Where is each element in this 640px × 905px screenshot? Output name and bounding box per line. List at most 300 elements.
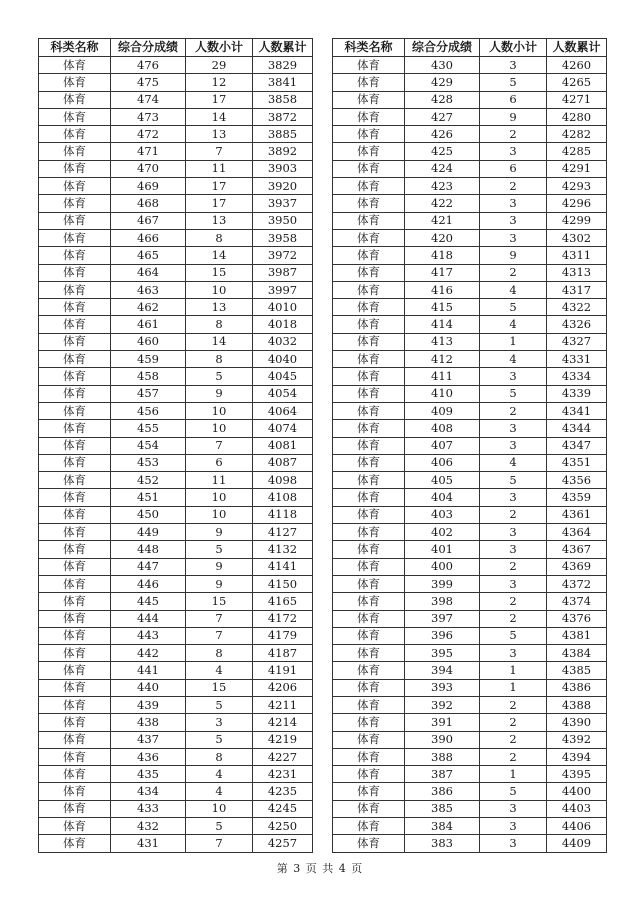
table-body-left — [39, 57, 313, 853]
cell-category: 体育 — [39, 645, 111, 662]
cell-count: 2 — [480, 731, 547, 748]
cell-score: 474 — [111, 91, 186, 108]
cell-cumulative: 4394 — [547, 748, 607, 765]
cell-score: 471 — [111, 143, 186, 160]
cell-category: 体育 — [39, 281, 111, 298]
cell-score: 472 — [111, 126, 186, 143]
cell-count: 2 — [480, 714, 547, 731]
table-header-row — [333, 39, 607, 57]
table-row — [333, 229, 607, 246]
cell-cumulative: 4385 — [547, 662, 607, 679]
cell-category: 体育 — [333, 645, 405, 662]
cell-count: 3 — [480, 420, 547, 437]
cell-cumulative: 4141 — [253, 558, 313, 575]
cell-cumulative: 4341 — [547, 402, 607, 419]
cell-score: 403 — [405, 506, 480, 523]
cell-category: 体育 — [333, 835, 405, 852]
cell-score: 426 — [405, 126, 480, 143]
table-row — [39, 178, 313, 195]
table-row — [333, 368, 607, 385]
cell-cumulative: 4327 — [547, 333, 607, 350]
cell-score: 391 — [405, 714, 480, 731]
cell-count: 4 — [480, 316, 547, 333]
cell-category: 体育 — [333, 558, 405, 575]
cell-category: 体育 — [333, 108, 405, 125]
cell-cumulative: 3858 — [253, 91, 313, 108]
table-row — [39, 143, 313, 160]
cell-count: 3 — [480, 57, 547, 74]
cell-cumulative: 4257 — [253, 835, 313, 852]
cell-score: 415 — [405, 299, 480, 316]
table-row — [333, 108, 607, 125]
cell-count: 15 — [186, 679, 253, 696]
cell-score: 420 — [405, 229, 480, 246]
cell-category: 体育 — [39, 299, 111, 316]
cell-category: 体育 — [333, 454, 405, 471]
cell-category: 体育 — [39, 91, 111, 108]
cell-cumulative: 3829 — [253, 57, 313, 74]
cell-count: 1 — [480, 333, 547, 350]
cell-count: 4 — [186, 766, 253, 783]
table-row — [39, 748, 313, 765]
cell-count: 15 — [186, 264, 253, 281]
cell-category: 体育 — [333, 506, 405, 523]
cell-category: 体育 — [39, 385, 111, 402]
table-row — [333, 800, 607, 817]
table-row — [333, 610, 607, 627]
cell-category: 体育 — [333, 714, 405, 731]
cell-cumulative: 4187 — [253, 645, 313, 662]
cell-category: 体育 — [333, 333, 405, 350]
cell-count: 2 — [480, 696, 547, 713]
cell-score: 453 — [111, 454, 186, 471]
table-row — [39, 160, 313, 177]
table-row — [333, 420, 607, 437]
cell-category: 体育 — [39, 627, 111, 644]
table-row — [333, 454, 607, 471]
cell-count: 3 — [480, 437, 547, 454]
cell-category: 体育 — [39, 524, 111, 541]
cell-score: 442 — [111, 645, 186, 662]
cell-cumulative: 4245 — [253, 800, 313, 817]
cell-score: 414 — [405, 316, 480, 333]
cell-category: 体育 — [333, 748, 405, 765]
cell-category: 体育 — [333, 472, 405, 489]
table-row — [39, 212, 313, 229]
col-header-category: 科类名称 — [39, 39, 111, 57]
cell-count: 2 — [480, 178, 547, 195]
cell-count: 9 — [480, 108, 547, 125]
cell-count: 8 — [186, 645, 253, 662]
cell-cumulative: 4165 — [253, 593, 313, 610]
cell-cumulative: 3987 — [253, 264, 313, 281]
table-row — [39, 766, 313, 783]
cell-count: 6 — [186, 454, 253, 471]
cell-score: 476 — [111, 57, 186, 74]
cell-count: 7 — [186, 835, 253, 852]
table-row — [333, 143, 607, 160]
cell-count: 3 — [480, 541, 547, 558]
cell-score: 408 — [405, 420, 480, 437]
table-row — [333, 437, 607, 454]
cell-cumulative: 4302 — [547, 229, 607, 246]
cell-score: 439 — [111, 696, 186, 713]
cell-category: 体育 — [333, 195, 405, 212]
cell-category: 体育 — [333, 264, 405, 281]
page-footer: 第 3 页 共 4 页 — [276, 862, 364, 875]
cell-category: 体育 — [333, 91, 405, 108]
table-row — [39, 195, 313, 212]
cell-category: 体育 — [333, 402, 405, 419]
cell-cumulative: 4260 — [547, 57, 607, 74]
score-table-left — [38, 38, 313, 853]
cell-count: 3 — [480, 195, 547, 212]
cell-cumulative: 3903 — [253, 160, 313, 177]
cell-score: 418 — [405, 247, 480, 264]
cell-score: 428 — [405, 91, 480, 108]
cell-cumulative: 4339 — [547, 385, 607, 402]
cell-cumulative: 4054 — [253, 385, 313, 402]
table-row — [39, 316, 313, 333]
cell-category: 体育 — [333, 662, 405, 679]
cell-count: 2 — [480, 593, 547, 610]
cell-category: 体育 — [39, 835, 111, 852]
cell-cumulative: 4384 — [547, 645, 607, 662]
cell-count: 14 — [186, 333, 253, 350]
cell-score: 407 — [405, 437, 480, 454]
cell-cumulative: 4372 — [547, 575, 607, 592]
cell-category: 体育 — [333, 593, 405, 610]
cell-count: 2 — [480, 610, 547, 627]
cell-score: 470 — [111, 160, 186, 177]
cell-count: 7 — [186, 627, 253, 644]
cell-score: 452 — [111, 472, 186, 489]
cell-category: 体育 — [39, 368, 111, 385]
cell-score: 461 — [111, 316, 186, 333]
cell-count: 9 — [480, 247, 547, 264]
cell-score: 441 — [111, 662, 186, 679]
cell-category: 体育 — [333, 281, 405, 298]
cell-cumulative: 4285 — [547, 143, 607, 160]
cell-count: 3 — [480, 835, 547, 852]
cell-count: 4 — [480, 454, 547, 471]
cell-score: 413 — [405, 333, 480, 350]
table-row — [39, 679, 313, 696]
cell-category: 体育 — [333, 57, 405, 74]
cell-count: 5 — [186, 368, 253, 385]
table-row — [39, 281, 313, 298]
table-row — [39, 662, 313, 679]
table-row — [333, 281, 607, 298]
cell-score: 385 — [405, 800, 480, 817]
cell-score: 429 — [405, 74, 480, 91]
cell-category: 体育 — [39, 126, 111, 143]
cell-count: 7 — [186, 437, 253, 454]
cell-cumulative: 3841 — [253, 74, 313, 91]
cell-category: 体育 — [39, 212, 111, 229]
table-row — [333, 489, 607, 506]
table-row — [39, 454, 313, 471]
cell-score: 427 — [405, 108, 480, 125]
cell-category: 体育 — [39, 800, 111, 817]
cell-count: 8 — [186, 748, 253, 765]
cell-cumulative: 4386 — [547, 679, 607, 696]
cell-cumulative: 4040 — [253, 351, 313, 368]
cell-count: 4 — [480, 281, 547, 298]
table-row — [333, 402, 607, 419]
table-row — [333, 679, 607, 696]
cell-cumulative: 4191 — [253, 662, 313, 679]
table-row — [39, 74, 313, 91]
cell-cumulative: 3872 — [253, 108, 313, 125]
table-row — [333, 524, 607, 541]
cell-category: 体育 — [39, 558, 111, 575]
cell-cumulative: 4235 — [253, 783, 313, 800]
cell-category: 体育 — [39, 316, 111, 333]
table-row — [39, 91, 313, 108]
cell-count: 11 — [186, 472, 253, 489]
cell-category: 体育 — [333, 800, 405, 817]
cell-cumulative: 4403 — [547, 800, 607, 817]
table-row — [39, 783, 313, 800]
cell-score: 405 — [405, 472, 480, 489]
cell-count: 7 — [186, 610, 253, 627]
cell-cumulative: 4293 — [547, 178, 607, 195]
table-row — [333, 299, 607, 316]
cell-cumulative: 4367 — [547, 541, 607, 558]
cell-score: 400 — [405, 558, 480, 575]
cell-count: 9 — [186, 385, 253, 402]
table-row — [39, 835, 313, 852]
table-row — [39, 524, 313, 541]
table-row — [39, 489, 313, 506]
cell-cumulative: 4231 — [253, 766, 313, 783]
cell-count: 5 — [480, 385, 547, 402]
cell-cumulative: 4127 — [253, 524, 313, 541]
table-row — [39, 731, 313, 748]
cell-count: 29 — [186, 57, 253, 74]
cell-count: 11 — [186, 160, 253, 177]
cell-cumulative: 4392 — [547, 731, 607, 748]
cell-cumulative: 4374 — [547, 593, 607, 610]
cell-category: 体育 — [39, 472, 111, 489]
cell-cumulative: 4010 — [253, 299, 313, 316]
table-row — [39, 333, 313, 350]
cell-cumulative: 4087 — [253, 454, 313, 471]
table-row — [333, 160, 607, 177]
cell-cumulative: 4064 — [253, 402, 313, 419]
cell-count: 17 — [186, 195, 253, 212]
table-row — [333, 627, 607, 644]
cell-category: 体育 — [39, 541, 111, 558]
table-row — [39, 610, 313, 627]
table-row — [333, 575, 607, 592]
table-row — [333, 212, 607, 229]
cell-cumulative: 4364 — [547, 524, 607, 541]
cell-count: 3 — [480, 489, 547, 506]
cell-cumulative: 4074 — [253, 420, 313, 437]
cell-count: 13 — [186, 299, 253, 316]
cell-category: 体育 — [39, 731, 111, 748]
cell-score: 448 — [111, 541, 186, 558]
cell-score: 454 — [111, 437, 186, 454]
cell-count: 5 — [480, 472, 547, 489]
table-row — [333, 696, 607, 713]
cell-count: 10 — [186, 281, 253, 298]
cell-category: 体育 — [39, 57, 111, 74]
cell-count: 4 — [186, 783, 253, 800]
cell-count: 4 — [186, 662, 253, 679]
table-row — [39, 800, 313, 817]
cell-category: 体育 — [39, 437, 111, 454]
cell-score: 457 — [111, 385, 186, 402]
cell-count: 2 — [480, 126, 547, 143]
col-header-cumulative: 人数累计 — [253, 39, 313, 57]
cell-cumulative: 4406 — [547, 818, 607, 835]
cell-cumulative: 4356 — [547, 472, 607, 489]
cell-category: 体育 — [333, 679, 405, 696]
cell-count: 5 — [480, 783, 547, 800]
cell-cumulative: 4219 — [253, 731, 313, 748]
table-row — [39, 472, 313, 489]
cell-category: 体育 — [333, 489, 405, 506]
cell-score: 406 — [405, 454, 480, 471]
cell-score: 467 — [111, 212, 186, 229]
cell-category: 体育 — [39, 333, 111, 350]
cell-category: 体育 — [333, 74, 405, 91]
table-row — [333, 316, 607, 333]
table-row — [333, 264, 607, 281]
cell-count: 4 — [480, 351, 547, 368]
cell-count: 5 — [186, 696, 253, 713]
col-header-count: 人数小计 — [186, 39, 253, 57]
cell-category: 体育 — [39, 783, 111, 800]
cell-score: 404 — [405, 489, 480, 506]
cell-count: 17 — [186, 178, 253, 195]
cell-category: 体育 — [333, 178, 405, 195]
cell-category: 体育 — [39, 454, 111, 471]
cell-score: 432 — [111, 818, 186, 835]
cell-cumulative: 4032 — [253, 333, 313, 350]
table-row — [39, 714, 313, 731]
cell-category: 体育 — [39, 610, 111, 627]
cell-count: 6 — [480, 160, 547, 177]
cell-count: 17 — [186, 91, 253, 108]
cell-cumulative: 4395 — [547, 766, 607, 783]
cell-count: 2 — [480, 264, 547, 281]
cell-category: 体育 — [333, 385, 405, 402]
cell-cumulative: 4347 — [547, 437, 607, 454]
cell-category: 体育 — [333, 437, 405, 454]
cell-score: 383 — [405, 835, 480, 852]
table-row — [39, 818, 313, 835]
cell-score: 411 — [405, 368, 480, 385]
cell-category: 体育 — [39, 74, 111, 91]
cell-cumulative: 4118 — [253, 506, 313, 523]
cell-score: 436 — [111, 748, 186, 765]
col-header-score: 综合分成绩 — [405, 39, 480, 57]
cell-score: 440 — [111, 679, 186, 696]
cell-count: 8 — [186, 351, 253, 368]
cell-count: 5 — [480, 74, 547, 91]
cell-category: 体育 — [333, 160, 405, 177]
cell-category: 体育 — [39, 402, 111, 419]
cell-count: 5 — [480, 299, 547, 316]
cell-cumulative: 4282 — [547, 126, 607, 143]
cell-cumulative: 4108 — [253, 489, 313, 506]
cell-category: 体育 — [39, 593, 111, 610]
cell-count: 3 — [480, 229, 547, 246]
cell-category: 体育 — [333, 368, 405, 385]
table-row — [333, 74, 607, 91]
cell-cumulative: 4179 — [253, 627, 313, 644]
cell-category: 体育 — [39, 420, 111, 437]
cell-category: 体育 — [333, 783, 405, 800]
cell-count: 12 — [186, 74, 253, 91]
cell-category: 体育 — [333, 299, 405, 316]
cell-score: 473 — [111, 108, 186, 125]
cell-category: 体育 — [39, 178, 111, 195]
table-row — [39, 627, 313, 644]
cell-count: 3 — [480, 212, 547, 229]
table-row — [333, 57, 607, 74]
cell-category: 体育 — [39, 818, 111, 835]
table-row — [39, 108, 313, 125]
cell-score: 435 — [111, 766, 186, 783]
table-row — [39, 558, 313, 575]
cell-cumulative: 4351 — [547, 454, 607, 471]
cell-category: 体育 — [333, 524, 405, 541]
table-row — [333, 714, 607, 731]
cell-cumulative: 3892 — [253, 143, 313, 160]
cell-count: 9 — [186, 524, 253, 541]
cell-count: 10 — [186, 800, 253, 817]
cell-score: 388 — [405, 748, 480, 765]
col-header-category: 科类名称 — [333, 39, 405, 57]
cell-count: 3 — [480, 575, 547, 592]
cell-cumulative: 4098 — [253, 472, 313, 489]
cell-count: 3 — [480, 368, 547, 385]
cell-category: 体育 — [39, 108, 111, 125]
table-row — [333, 178, 607, 195]
table-row — [333, 126, 607, 143]
cell-score: 468 — [111, 195, 186, 212]
cell-score: 402 — [405, 524, 480, 541]
cell-category: 体育 — [39, 264, 111, 281]
cell-cumulative: 4344 — [547, 420, 607, 437]
score-table-right — [332, 38, 607, 853]
cell-cumulative: 4206 — [253, 679, 313, 696]
cell-cumulative: 4211 — [253, 696, 313, 713]
cell-cumulative: 4045 — [253, 368, 313, 385]
table-row — [333, 558, 607, 575]
cell-category: 体育 — [39, 662, 111, 679]
cell-score: 398 — [405, 593, 480, 610]
table-row — [39, 385, 313, 402]
cell-score: 390 — [405, 731, 480, 748]
cell-score: 433 — [111, 800, 186, 817]
cell-count: 10 — [186, 420, 253, 437]
table-row — [333, 818, 607, 835]
table-row — [333, 766, 607, 783]
table-row — [333, 351, 607, 368]
cell-count: 3 — [480, 524, 547, 541]
cell-cumulative: 4299 — [547, 212, 607, 229]
cell-category: 体育 — [333, 143, 405, 160]
cell-category: 体育 — [39, 489, 111, 506]
cell-count: 10 — [186, 402, 253, 419]
cell-cumulative: 4250 — [253, 818, 313, 835]
